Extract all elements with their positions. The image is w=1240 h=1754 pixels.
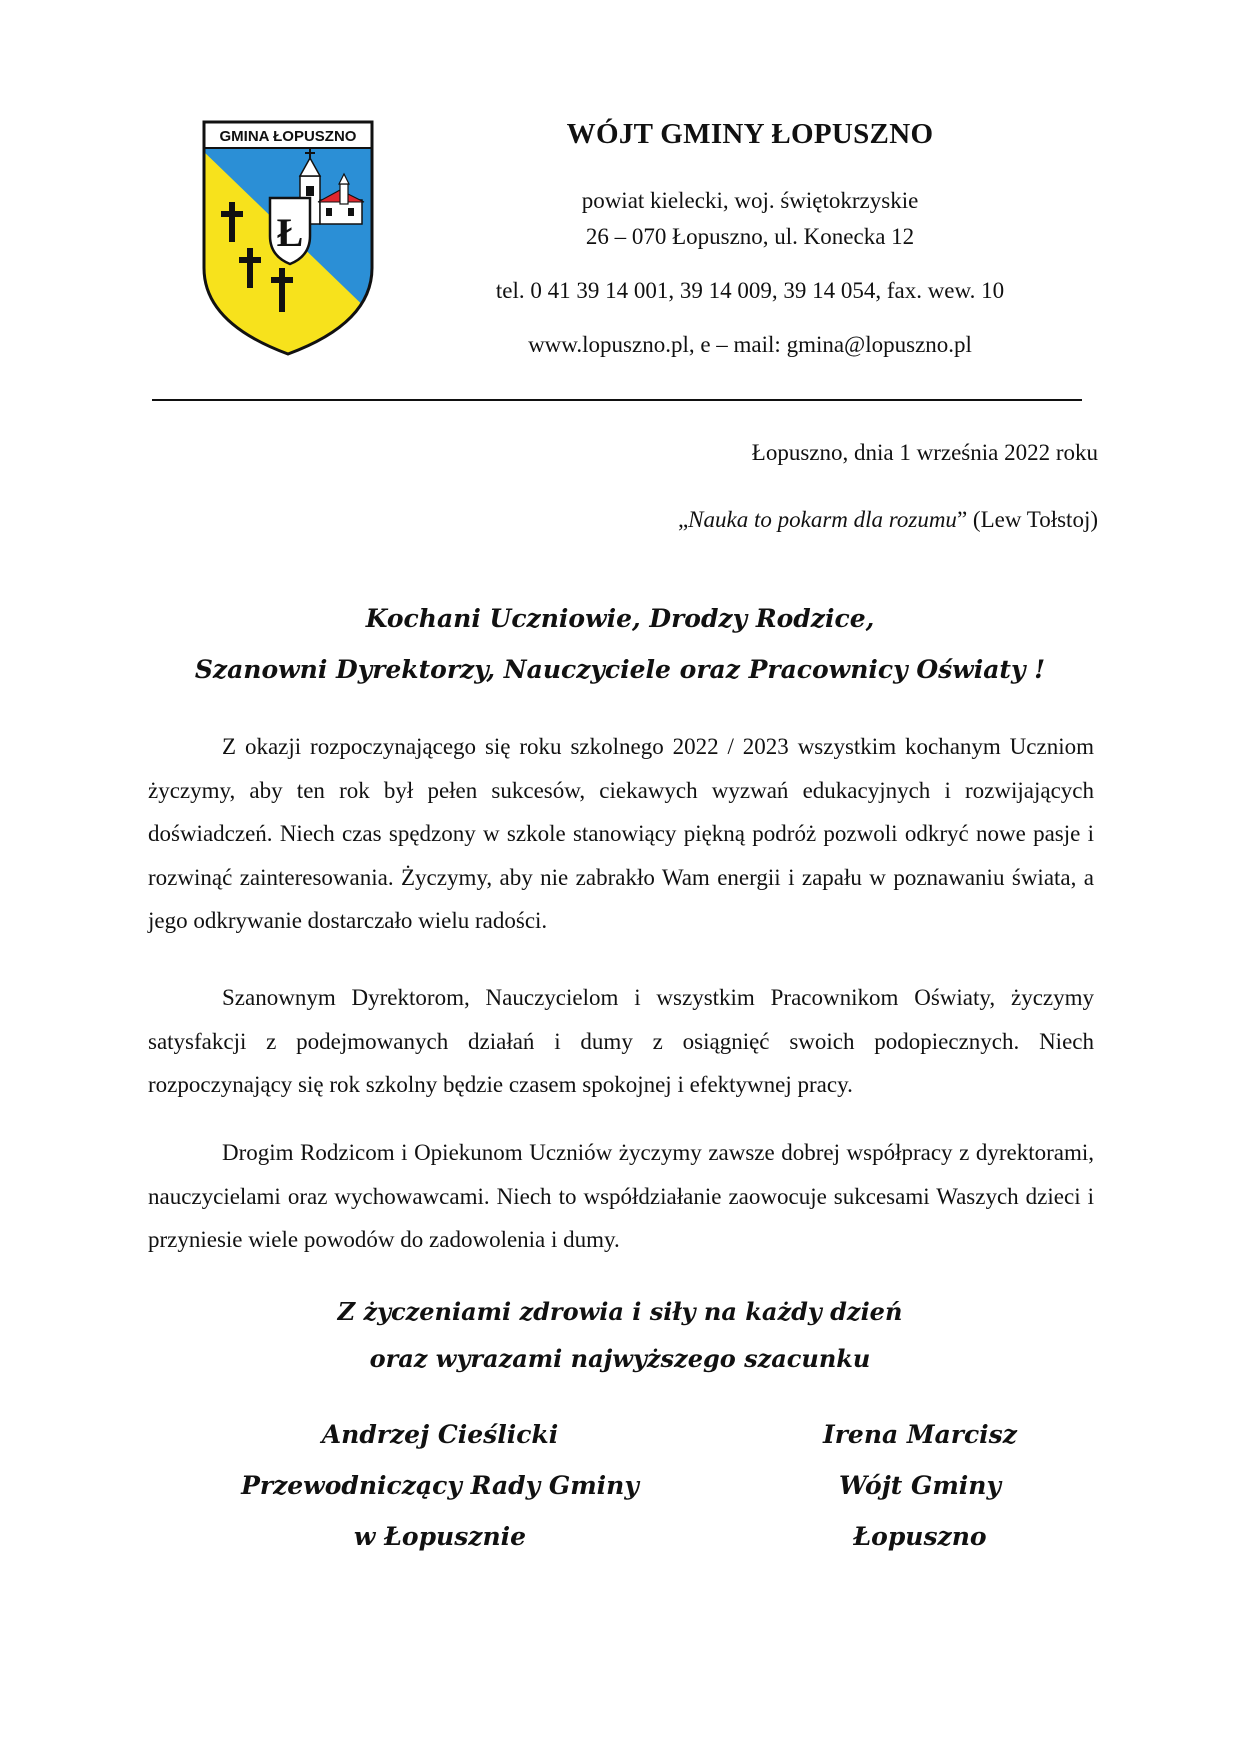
letterhead-title: WÓJT GMINY ŁOPUSZNO: [566, 118, 934, 150]
signatory-name: Irena Marcisz: [823, 1420, 1017, 1449]
quote-open: „: [677, 507, 689, 532]
letterhead-phone: tel. 0 41 39 14 001, 39 14 009, 39 14 054, fax. wew. 10: [495, 278, 1005, 303]
closing-line-1: Z życzeniami zdrowia i siły na każdy dzień: [337, 1297, 903, 1326]
paragraph-parents: Drogim Rodzicom i Opiekunom Uczniów życzymy zawsze dobrej współpracy z dyrektorami, nauczycielami oraz wychowawcami. Niech to współdziałanie zaowocuje sukcesami Waszych dzieci i przyniesie wiele powodów do zadowolenia i dumy.: [148, 1140, 1094, 1252]
letter-date: Łopuszno, dnia 1 września 2022 roku: [751, 440, 1098, 465]
letterhead-divider: [152, 399, 1082, 401]
paragraph-staff: Szanownym Dyrektorom, Nauczycielom i wszystkim Pracownikom Oświaty, życzymy satysfakcji z podejmowanych działań i dumy z osiągnięć swoich podopiecznych. Niech rozpoczynający się rok szkolny będzie czasem spokojnej i efektywnej pracy.: [148, 985, 1094, 1097]
letterhead-region: powiat kielecki, woj. świętokrzyskie: [581, 188, 919, 213]
signatory-place: Łopuszno: [853, 1522, 987, 1551]
crest-letter: Ł: [276, 210, 304, 255]
signatory-role: Wójt Gminy: [838, 1471, 1001, 1500]
crest-label: GMINA ŁOPUSZNO: [219, 128, 357, 145]
greeting-line-1: Kochani Uczniowie, Drodzy Rodzice,: [365, 604, 875, 633]
coat-of-arms: [200, 118, 376, 358]
greeting-line-2: Szanowni Dyrektorzy, Nauczyciele oraz Pracownicy Oświaty !: [194, 655, 1046, 684]
crest-icon: [200, 118, 376, 358]
signature-mayor: [760, 1409, 1080, 1562]
letterhead-address: 26 – 070 Łopuszno, ul. Konecka 12: [585, 224, 915, 249]
signature-council-chair: [230, 1409, 650, 1562]
quote-author: (Lew Tołstoj): [972, 507, 1098, 532]
motto-quote: [678, 507, 1098, 533]
quote-text: Nauka to pokarm dla rozumu: [688, 507, 957, 532]
signatory-role: Przewodniczący Rady Gminy: [241, 1471, 639, 1500]
signatory-name: Andrzej Cieślicki: [321, 1420, 559, 1449]
signatory-place: w Łopusznie: [353, 1522, 527, 1551]
quote-close: ”: [956, 507, 973, 532]
closing-line-2: oraz wyrazami najwyższego szacunku: [369, 1344, 871, 1373]
letterhead-web-email: www.lopuszno.pl, e – mail: gmina@lopuszno.pl: [528, 332, 972, 357]
paragraph-students: Z okazji rozpoczynającego się roku szkolnego 2022 / 2023 wszystkim kochanym Uczniom życzymy, aby ten rok był pełen sukcesów, ciekawych wyzwań edukacyjnych i rozwijających doświadczeń. Niech czas spędzony w szkole stanowiący piękną podróż pozwoli odkryć nowe pasje i rozwinąć zainteresowania. Życzymy, aby nie zabrakło Wam energii i zapału w poznawaniu świata, a jego odkrywanie dostarczało wielu radości.: [148, 734, 1094, 933]
